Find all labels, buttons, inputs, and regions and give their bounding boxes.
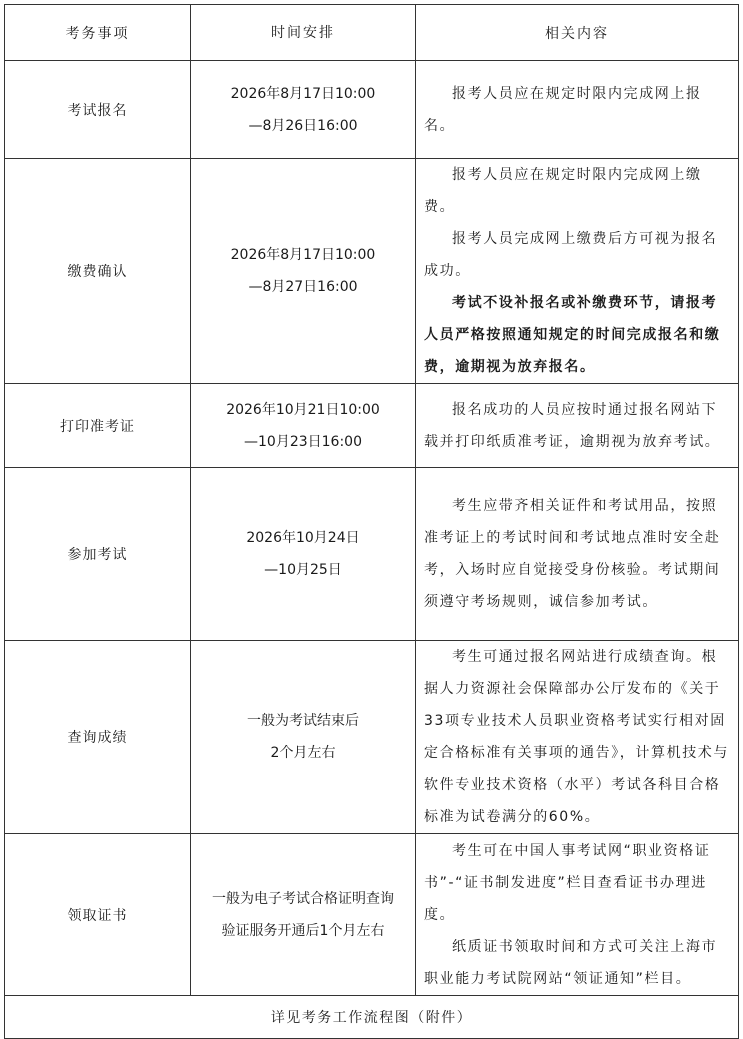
time-line: 验证服务开通后1个月左右 (221, 922, 385, 939)
time-line: 2026年10月21日10:00 (226, 401, 380, 418)
time-line: 一般为电子考试合格证明查询 (212, 890, 394, 907)
content-paragraph: 考生应带齐相关证件和考试用品，按照准考证上的考试时间和考试地点准时安全赴考，入场时应自觉接受身份核验。考试期间须遵守考场规则，诚信参加考试。 (424, 498, 721, 610)
content-paragraph: 报名成功的人员应按时通过报名网站下载并打印纸质准考证，逾期视为放弃考试。 (424, 401, 721, 450)
time-cell (191, 61, 416, 159)
item-cell: 考试报名 (5, 61, 191, 159)
exam-schedule-table (4, 4, 739, 1039)
content-cell (416, 384, 739, 468)
time-line: 2026年8月17日10:00 (230, 85, 376, 102)
footer-note: 详见考务工作流程图（附件） (5, 996, 739, 1039)
time-cell (191, 159, 416, 384)
item-cell: 缴费确认 (5, 159, 191, 384)
time-cell (191, 468, 416, 641)
time-line: —10月23日16:00 (244, 433, 362, 450)
bold-notice: 考试不设补报名或补缴费环节，请报考人员严格按照通知规定的时间完成报名和缴费，逾期视为放弃报名。 (424, 295, 721, 375)
content-paragraph: 考生可在中国人事考试网“职业资格证书”-“证书制发进度”栏目查看证书办理进度。 (424, 842, 711, 923)
content-paragraph: 考生可通过报名网站进行成绩查询。根据人力资源社会保障部办公厅发布的《关于33项专业技术人员职业资格考试实行相对固定合格标准有关事项的通告》，计算机技术与软件专业技术资格（水平）考试各科目合格标准为试卷满分的60%。 (424, 649, 729, 825)
content-cell (416, 61, 739, 159)
content-paragraph: 报考人员应在规定时限内完成网上缴费。 (424, 167, 702, 215)
item-cell: 参加考试 (5, 468, 191, 641)
content-paragraph: 纸质证书领取时间和方式可关注上海市职业能力考试院网站“领证通知”栏目。 (424, 938, 718, 987)
content-cell (416, 641, 739, 834)
time-cell (191, 384, 416, 468)
table-row (5, 641, 739, 834)
time-line: 一般为考试结束后 (247, 713, 359, 729)
item-cell: 领取证书 (5, 834, 191, 996)
table-header-row (5, 5, 739, 61)
table-row (5, 468, 739, 641)
time-cell (191, 641, 416, 834)
table-row (5, 384, 739, 468)
content-paragraph-bold (424, 287, 732, 383)
item-cell: 打印准考证 (5, 384, 191, 468)
header-item: 考务事项 (5, 5, 191, 61)
time-line: —8月26日16:00 (248, 117, 358, 134)
content-cell (416, 159, 739, 384)
content-paragraph: 报考人员应在规定时限内完成网上报名。 (424, 85, 702, 134)
time-line: 2个月左右 (270, 745, 336, 761)
header-content: 相关内容 (416, 5, 739, 61)
table-row (5, 61, 739, 159)
time-line: 2026年10月24日 (246, 530, 360, 546)
item-cell: 查询成绩 (5, 641, 191, 834)
content-cell (416, 468, 739, 641)
time-line: —8月27日16:00 (248, 279, 358, 295)
table-row (5, 834, 739, 996)
time-cell (191, 834, 416, 996)
header-time: 时间安排 (191, 5, 416, 61)
content-paragraph: 报考人员完成网上缴费后方可视为报名成功。 (424, 231, 718, 279)
content-cell (416, 834, 739, 996)
table-row (5, 159, 739, 384)
time-line: 2026年8月17日10:00 (230, 247, 376, 263)
table-footer-row (5, 996, 739, 1039)
time-line: —10月25日 (264, 562, 342, 578)
